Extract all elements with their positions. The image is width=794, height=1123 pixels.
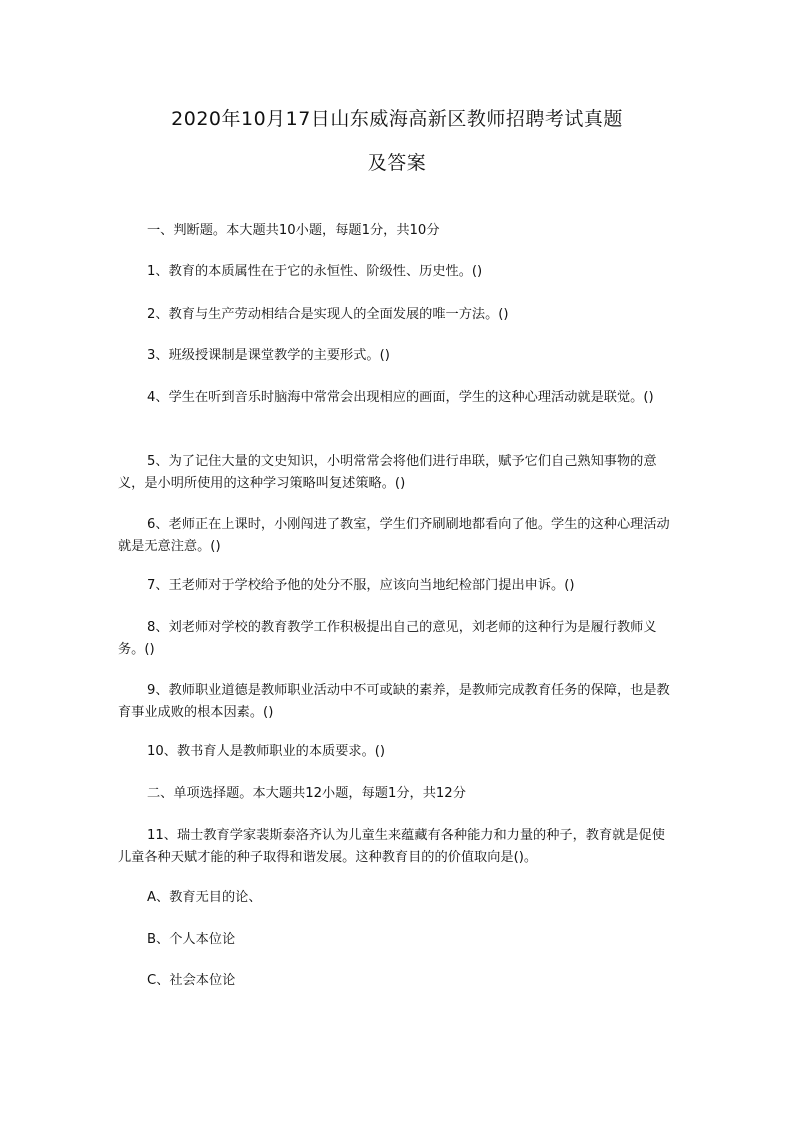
question-1: 1、教育的本质属性在于它的永恒性、阶级性、历史性。() xyxy=(147,264,483,279)
question-11: 11、瑞士教育学家裴斯泰洛齐认为儿童生来蕴藏有各种能力和力量的种子，教育就是促使儿童各种天赋才能的种子取得和谐发展。这种教育目的的价值取向是()。 xyxy=(118,828,665,865)
question-4: 4、学生在听到音乐时脑海中常常会出现相应的画面，学生的这种心理活动就是联觉。() xyxy=(147,390,654,405)
question-8: 8、刘老师对学校的教育教学工作积极提出自己的意见，刘老师的这种行为是履行教师义务。() xyxy=(118,620,657,657)
question-9: 9、教师职业道德是教师职业活动中不可或缺的素养，是教师完成教育任务的保障，也是教育事业成败的根本因素。() xyxy=(118,683,670,720)
question-2: 2、教育与生产劳动相结合是实现人的全面发展的唯一方法。() xyxy=(147,307,509,322)
question-5: 5、为了记住大量的文史知识，小明常常会将他们进行串联，赋予它们自己熟知事物的意义，是小明所使用的这种学习策略叫复述策略。() xyxy=(118,454,657,491)
question-7: 7、王老师对于学校给予他的处分不服，应该向当地纪检部门提出申诉。() xyxy=(147,578,575,593)
section-heading-single-choice: 二、单项选择题。本大题共12小题，每题1分，共12分 xyxy=(147,786,466,801)
question-11-option-c: C、社会本位论 xyxy=(147,973,236,988)
document-title-line-2: 及答案 xyxy=(367,152,427,174)
question-10: 10、教书育人是教师职业的本质要求。() xyxy=(147,744,386,759)
section-heading-judgment: 一、判断题。本大题共10小题，每题1分，共10分 xyxy=(147,223,440,238)
question-11-option-b: B、个人本位论 xyxy=(147,932,236,947)
question-3: 3、班级授课制是课堂教学的主要形式。() xyxy=(147,348,390,363)
question-11-option-a: A、教育无目的论、 xyxy=(147,890,262,905)
document-title-line-1: 2020年10月17日山东威海高新区教师招聘考试真题 xyxy=(171,108,623,130)
question-6: 6、老师正在上课时，小刚闯进了教室，学生们齐刷刷地都看向了他。学生的这种心理活动就是无意注意。() xyxy=(118,517,670,554)
